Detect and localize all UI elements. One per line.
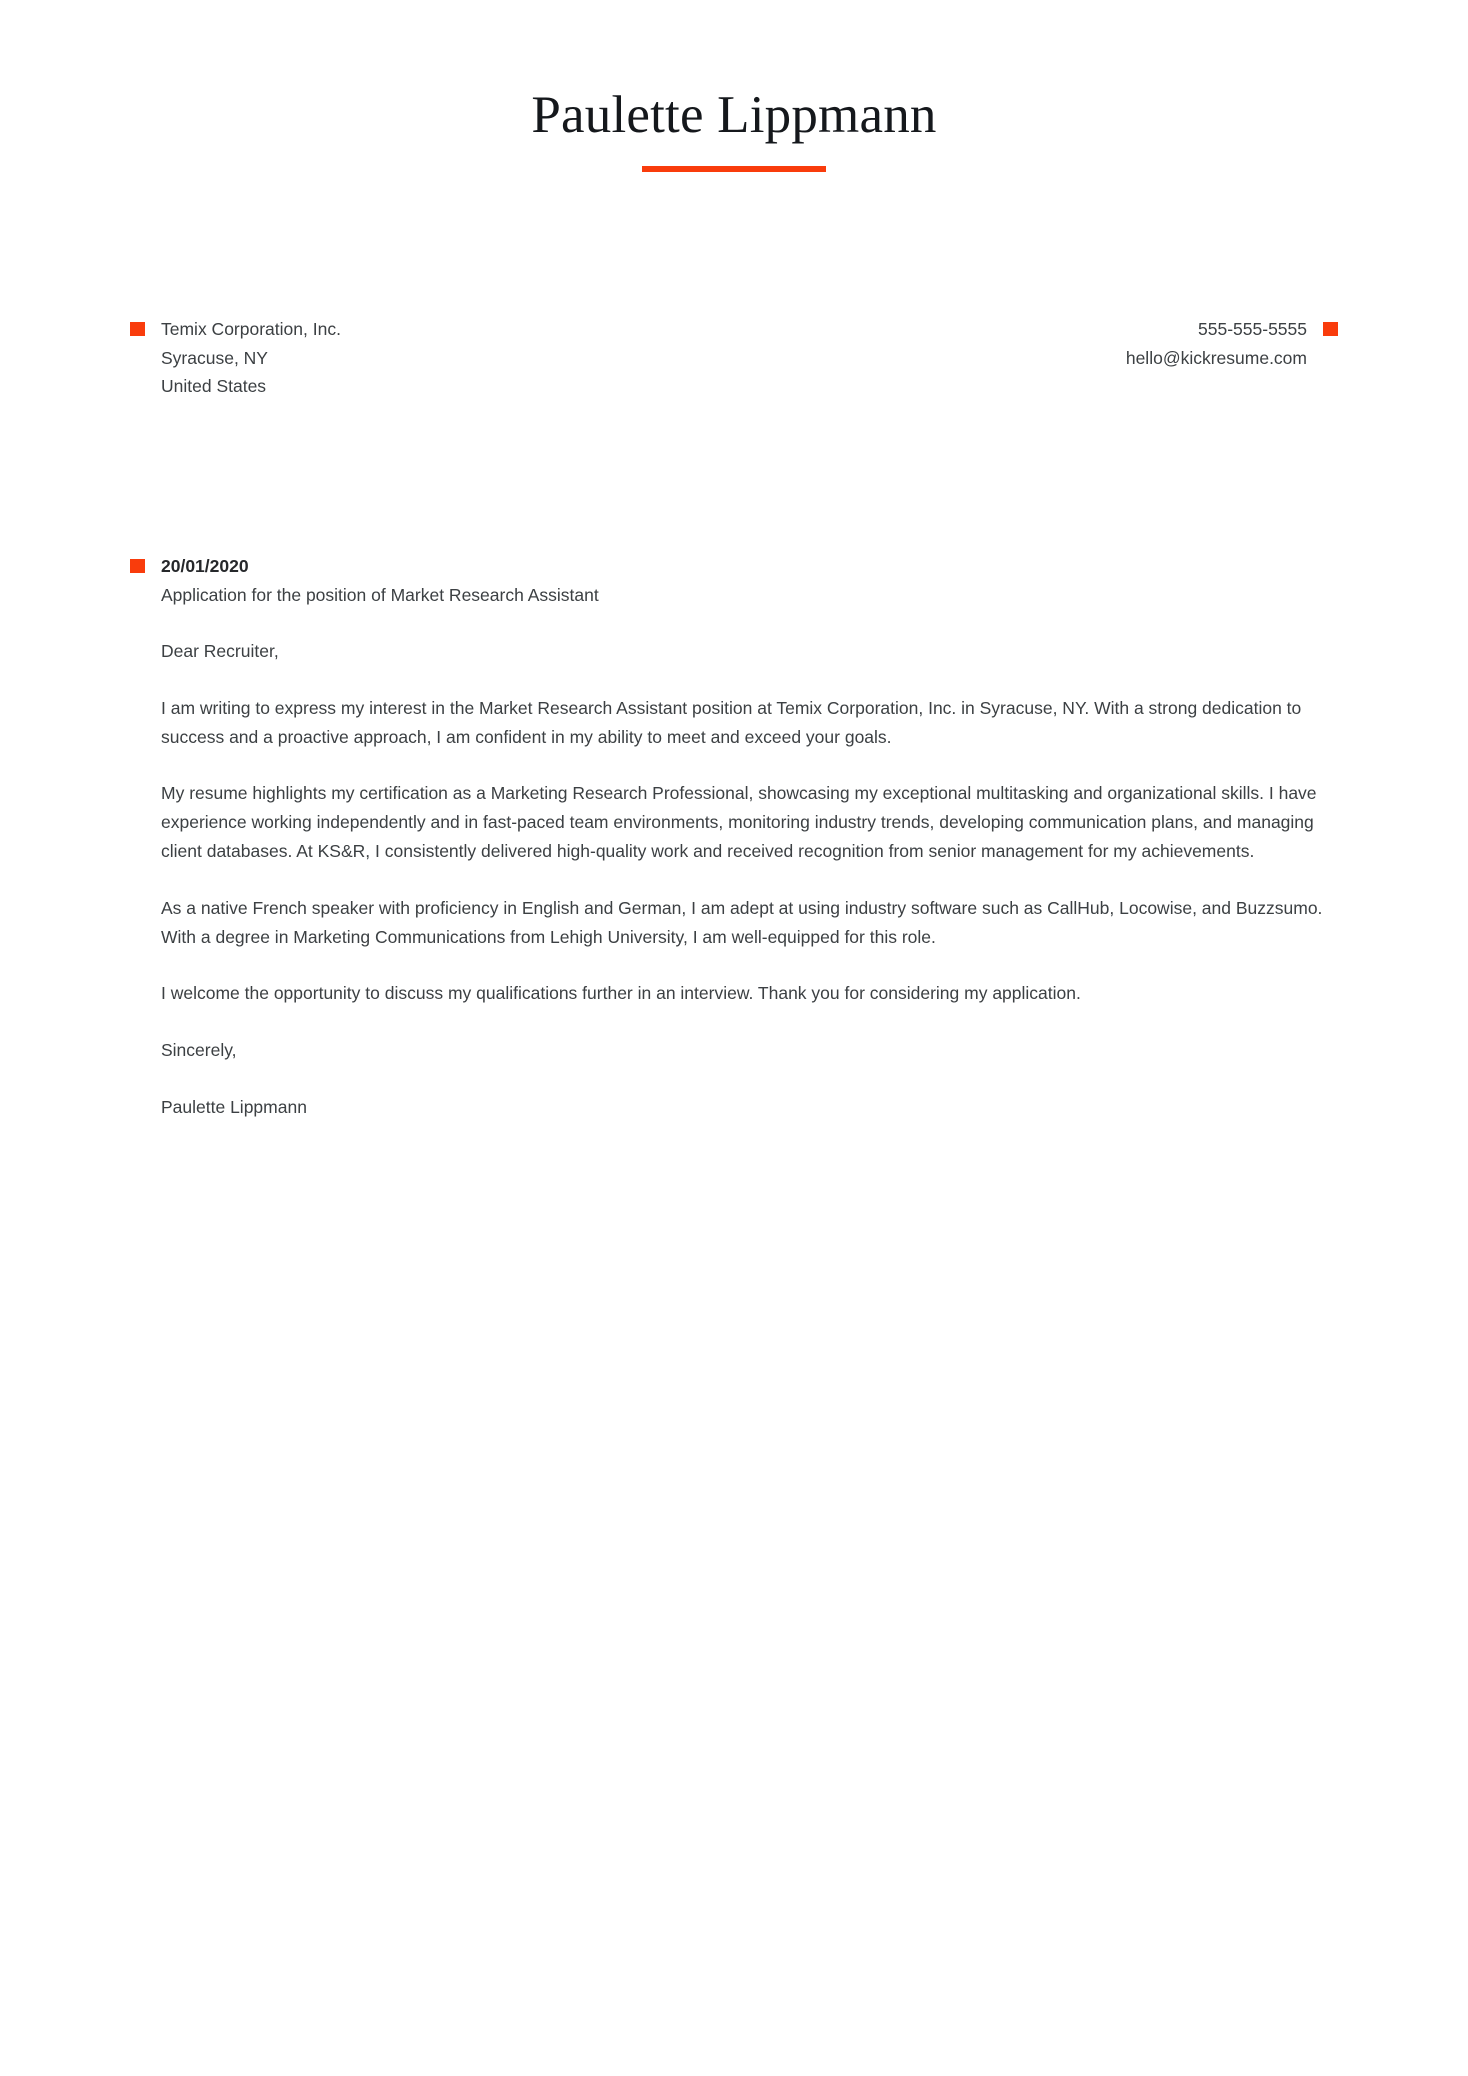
letter-header	[0, 84, 1468, 172]
letter-date: 20/01/2020	[161, 556, 249, 576]
recipient-company: Temix Corporation, Inc.	[161, 319, 341, 339]
letter-salutation: Dear Recruiter,	[161, 641, 279, 661]
page-title: Paulette Lippmann	[531, 86, 937, 144]
letter-closing: Sincerely,	[161, 1040, 237, 1061]
date-row	[130, 552, 1324, 581]
sender-contact-lines	[1126, 315, 1307, 372]
address-row	[130, 315, 1338, 401]
sender-email[interactable]: hello@kickresume.com	[1125, 347, 1307, 368]
recipient-lines	[161, 315, 341, 401]
recipient-block	[130, 315, 341, 401]
letter-paragraph: I am writing to express my interest in the Market Research Assistant position at Temix Corporation, Inc. in Syracuse, NY. With a strong dedication to success and a proactive approach, I am confident in my ability to meet and exceed your goals.	[161, 697, 1302, 747]
letter-paragraph: My resume highlights my certification as a Marketing Research Professional, showcasing my exceptional multitasking and organizational skills. I have experience working independently and in fast-paced team environments, monitoring industry trends, developing communication plans, and managing client databases. At KS&R, I consistently delivered high-quality work and received recognition from senior management for my achievements.	[161, 783, 1317, 861]
letter-content	[161, 581, 1324, 1122]
accent-rule	[642, 166, 826, 172]
sender-contact-block	[1126, 315, 1338, 372]
square-marker-icon	[130, 322, 145, 336]
letter-subject: Application for the position of Market Research Assistant	[161, 584, 599, 605]
sender-phone[interactable]: 555-555-5555	[1198, 319, 1307, 339]
square-marker-icon	[1323, 322, 1338, 336]
letter-body	[130, 552, 1324, 1122]
letter-paragraph: As a native French speaker with proficiency in English and German, I am adept at using industry software such as CallHub, Locowise, and Buzzsumo. With a degree in Marketing Communications from Lehigh University, I am well-equipped for this role.	[161, 897, 1323, 947]
square-marker-icon	[130, 559, 145, 573]
recipient-city: Syracuse, NY	[161, 347, 268, 368]
letter-paragraph: I welcome the opportunity to discuss my qualifications further in an interview. Thank you for considering my application.	[161, 983, 1081, 1004]
letter-signature: Paulette Lippmann	[161, 1096, 307, 1117]
recipient-country: United States	[161, 376, 267, 396]
